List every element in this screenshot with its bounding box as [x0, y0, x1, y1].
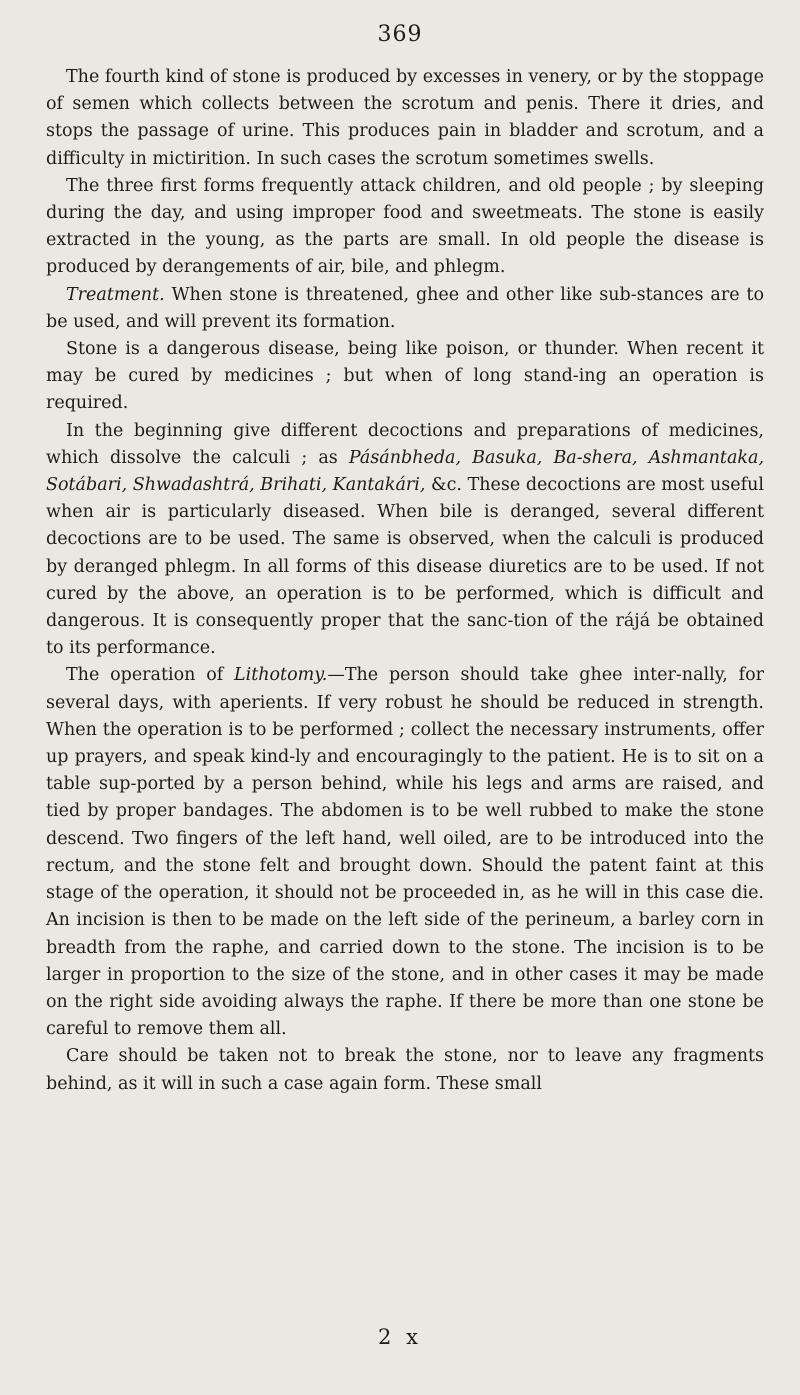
paragraph-text: The fourth kind of stone is produced by excesses in venery, or by the stoppage of semen which collects between the scrotum and penis. There it dries, and stops the passage of urine. This produces pain in bladder and scrotum, and a difficulty in mictirition. In such cases the scrotum sometimes swells. [46, 67, 764, 169]
paragraph-text: The operation of [66, 665, 234, 686]
paragraph-text: Care should be taken not to break the stone, nor to leave any fragments behind, as it will in such a case again form. These small [46, 1046, 764, 1094]
paragraph-lithotomy [46, 662, 764, 1043]
section-heading-lithotomy: Lithotomy. [234, 665, 328, 686]
paragraph-text: &c. These decoctions are most useful when air is particularly diseased. When bile is deranged, several different decoctions are to be used. The same is observed, when the calculi is produced by deranged phlegm. In all forms of this disease diuretics are to be used. If not cured by the above, an operation is to be performed, which is difficult and dangerous. It is consequently proper that the sanc-tion of the rájá be obtained to its performance. [46, 475, 764, 659]
page-body [46, 64, 764, 1098]
page-number: 369 [377, 22, 423, 47]
paragraph-text: When stone is threatened, ghee and other like sub-stances are to be used, and will prevent its formation. [46, 284, 764, 332]
paragraph-dangerous-disease [46, 336, 764, 418]
paragraph-text: In the beginning give different decoctions and preparations of medicines, which dissolve the calculi ; as [46, 420, 764, 468]
section-heading-treatment: Treatment. [66, 284, 165, 305]
paragraph-fourth-kind [46, 64, 764, 173]
medicine-names: Pásánbheda, Basuka, Ba-shera, Ashmantaka, Sotábari, Shwadashtrá, Brihati, Kantakári, [46, 447, 765, 496]
signature-mark: 2 x [378, 1325, 422, 1349]
paragraph-three-first-forms [46, 173, 764, 282]
paragraph-treatment [46, 282, 764, 336]
paragraph-decoctions [46, 418, 764, 663]
paragraph-text: —The person should take ghee inter-nally, for several days, with aperients. If very robust he should be reduced in strength. When the operation is to be performed ; collect the necessary instruments, offer up prayers, and speak kind-ly and encouragingly to the patient. He is to sit on a table sup-ported by a person behind, while his legs and arms are raised, and tied by proper bandages. The abdomen is to be well rubbed to make the stone descend. Two fingers of the left hand, well oiled, are to be introduced into the rectum, and the stone felt and brought down. Should the patent faint at this stage of the operation, it should not be proceeded in, as he will in this case die. An incision is then to be made on the left side of the perineum, a barley corn in breadth from the raphe, and carried down to the stone. The incision is to be larger in proportion to the size of the stone, and in other cases it may be made on the right side avoiding always the raphe. If there be more than one stone be careful to remove them all. [46, 665, 764, 1040]
paragraph-text: The three first forms frequently attack children, and old people ; by sleeping during the day, and using improper food and sweetmeats. The stone is easily extracted in the young, as the parts are small. In old people the disease is produced by derangements of air, bile, and phlegm. [46, 175, 764, 278]
paragraph-text: Stone is a dangerous disease, being like poison, or thunder. When recent it may be cured by medicines ; but when of long stand-ing an operation is required. [46, 339, 764, 414]
paragraph-care [46, 1043, 764, 1097]
